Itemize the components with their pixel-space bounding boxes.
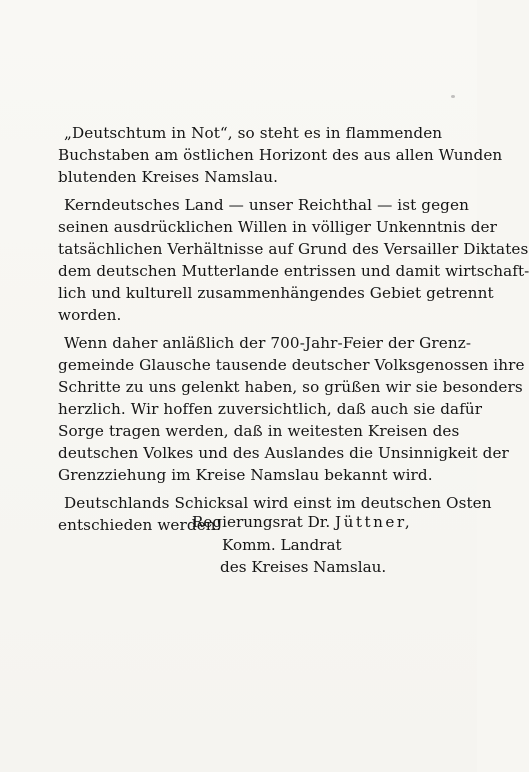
signature-title-line	[192, 511, 442, 534]
text-line: dem deutschen Mutterlande entrissen und damit wirtschaft-	[58, 262, 529, 280]
text-line: lich und kulturell zusammenhängendes Gebiet getrennt	[58, 284, 494, 302]
text-line: Sorge tragen werden, daß in weitesten Kreisen des	[58, 422, 460, 440]
text-line: Schritte zu uns gelenkt haben, so grüßen wir sie besonders	[58, 378, 523, 396]
signature-block	[192, 511, 442, 579]
text-line: blutenden Kreises Namslau.	[58, 168, 279, 186]
paragraph-1	[58, 122, 503, 188]
text-line: tatsächlichen Verhältnisse auf Grund des Versailler Diktates	[58, 240, 529, 258]
signature-name: Jüttner,	[335, 513, 413, 531]
paragraph-3	[58, 332, 525, 486]
signature-office: Komm. Landrat	[222, 535, 342, 554]
paper-speck	[451, 95, 455, 98]
text-line: Deutschlands Schicksal wird einst im deutschen Osten	[64, 494, 492, 512]
text-line: gemeinde Glausche tausende deutscher Volksgenossen ihre	[58, 356, 525, 374]
text-line: deutschen Volkes und des Auslandes die Unsinnigkeit der	[58, 444, 509, 462]
text-line: worden.	[58, 306, 122, 324]
paragraph-2	[58, 194, 529, 326]
text-line: Kerndeutsches Land — unser Reichthal — ist gegen	[64, 196, 469, 214]
text-line: entschieden werden!	[58, 516, 222, 534]
text-line: Buchstaben am östlichen Horizont des aus allen Wunden	[58, 146, 503, 164]
text-line: „Deutschtum in Not“, so steht es in flammenden	[64, 124, 443, 142]
letter-body	[58, 122, 529, 542]
text-line: seinen ausdrücklichen Willen in völliger Unkenntnis der	[58, 218, 497, 236]
signature-title: Regierungsrat Dr.	[192, 513, 335, 531]
text-line: herzlich. Wir hoffen zuversichtlich, daß auch sie dafür	[58, 400, 483, 418]
text-line: Grenzziehung im Kreise Namslau bekannt wird.	[58, 466, 433, 484]
signature-district: des Kreises Namslau.	[220, 558, 387, 576]
text-line: Wenn daher anläßlich der 700-Jahr-Feier der Grenz-	[64, 334, 472, 352]
